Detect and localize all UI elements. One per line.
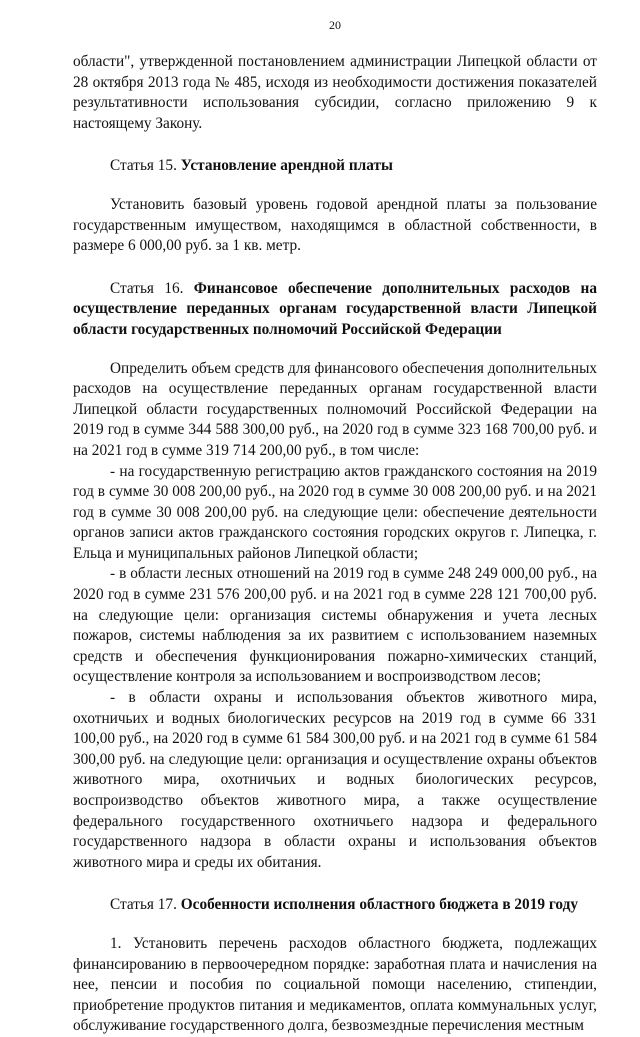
article-15-title: Установление арендной платы: [180, 157, 393, 175]
article-17-title: Особенности исполнения областного бюджета в 2019 году: [180, 896, 578, 914]
article-16-body: Определить объем средств для финансового обеспечения дополнительных расходов на осуществление переданных органам государственной власти Липецкой области государственных полномочий Российской Федерации на 2019 год в сумме 344 588 300,00 руб., на 2020 год в сумме 323 168 700,00 руб. и на 2021 год в сумме 319 714 200,00 руб., в том числе:: [73, 359, 597, 459]
intro-paragraph: области", утвержденной постановлением администрации Липецкой области от 28 октября 2013 года № 485, исходя из необходимости достижения показателей результативности использования субсидии, согласно приложению 9 к настоящему Закону.: [73, 53, 597, 132]
article-15-body: Установить базовый уровень годовой арендной платы за пользование государственным имуществом, находящимся в областной собственности, в размере 6 000,00 руб. за 1 кв. метр.: [73, 195, 597, 255]
list-item: - на государственную регистрацию актов гражданского состояния на 2019 год в сумме 30 008 200,00 руб., на 2020 год в сумме 30 008 200,00 руб. и на 2021 год в сумме 30 008 200,00 руб. на следующие цели: обеспечение деятельности органов записи актов гражданского состояния городских округов г. Липецка, г. Ельца и муниципальных районов Липецкой области;: [73, 462, 597, 562]
article-17-heading: [73, 895, 597, 916]
article-16-title: Финансовое обеспечение дополнительных расходов на осуществление переданных органам государственной власти Липецкой области государственных полномочий Российской Федерации: [73, 279, 597, 338]
article-16-heading: [73, 279, 597, 341]
document-page: [73, 18, 597, 1035]
article-15-heading: [73, 156, 597, 177]
article-17-body: 1. Установить перечень расходов областного бюджета, подлежащих финансированию в первоочередном порядке: заработная плата и начисления на нее, пенсии и пособия по социальной помощи населению, стипендии, приобретение продуктов питания и медикаментов, оплата коммунальных услуг, обслуживание государственного долга, безвозмездные перечисления местным: [73, 934, 597, 1035]
article-16-items: [73, 462, 597, 874]
page-number: 20: [329, 18, 341, 32]
article-17-label: Статья 17.: [110, 896, 177, 914]
list-item: - в области лесных отношений на 2019 год в сумме 248 249 000,00 руб., на 2020 год в сумме 231 576 200,00 руб. и на 2021 год в сумме 228 121 700,00 руб. на следующие цели: организация системы обнаружения и учета лесных пожаров, системы наблюдения за их развитием с использованием наземных средств и обеспечения функционирования пожарно-химических станций, осуществление контроля за использованием и воспроизводством лесов;: [73, 565, 597, 686]
article-15-label: Статья 15.: [110, 157, 177, 175]
list-item: - в области охраны и использования объектов животного мира, охотничьих и водных биологических ресурсов на 2019 год в сумме 66 331 100,00 руб., на 2020 год в сумме 61 584 300,00 руб. и на 2021 год в сумме 61 584 300,00 руб. на следующие цели: организация и осуществление охраны объектов животного мира, охотничьих и водных биологических ресурсов, воспроизводство объектов животного мира, а также осуществление федерального государственного охотничьего надзора и федерального государственного надзора в области охраны и использования объектов животного мира и среды их обитания.: [73, 689, 597, 871]
article-16-label: Статья 16.: [110, 279, 184, 297]
